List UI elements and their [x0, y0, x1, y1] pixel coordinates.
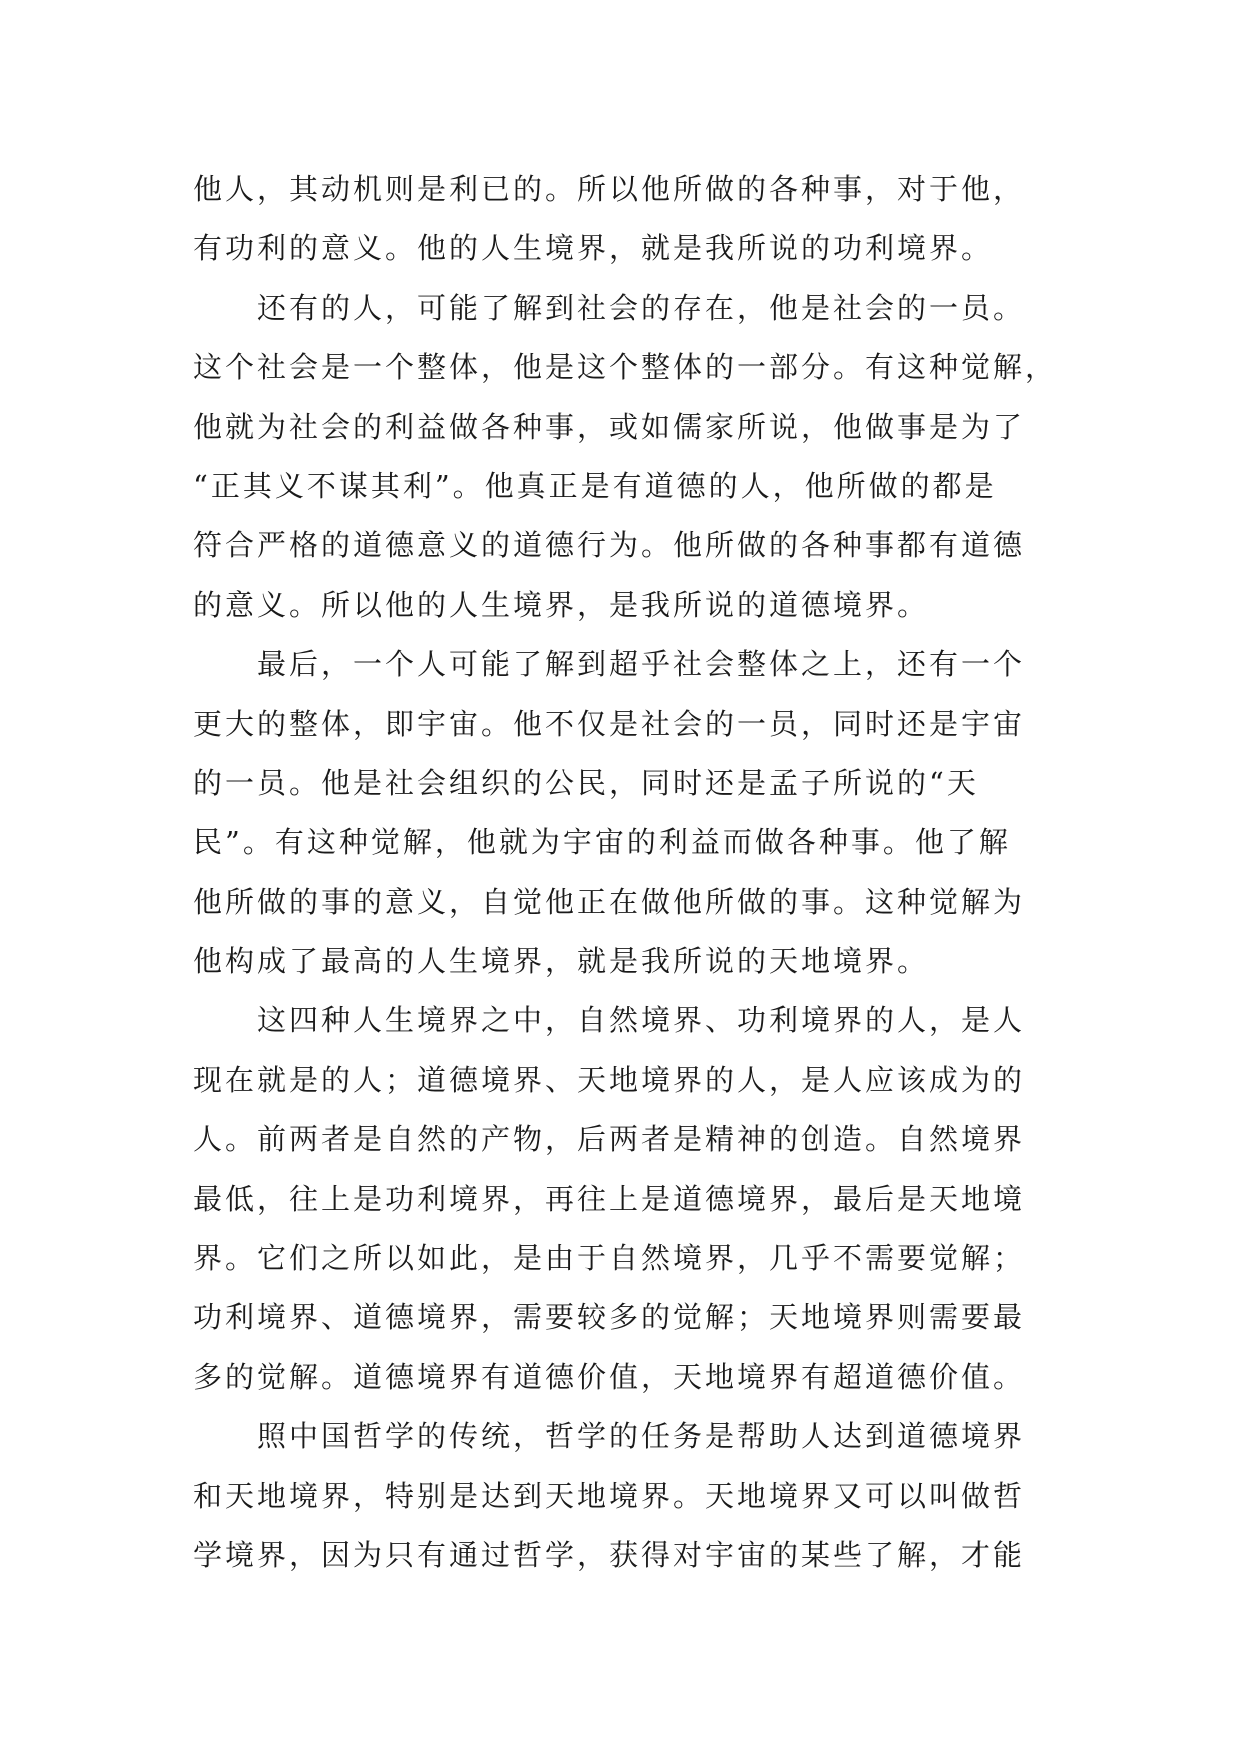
- text-line: “正其义不谋其利”。他真正是有道德的人，他所做的都是: [193, 468, 997, 503]
- text-line: 多的觉解。道德境界有道德价值，天地境界有超道德价值。: [193, 1359, 1026, 1394]
- text-line: 人。前两者是自然的产物，后两者是精神的创造。自然境界: [193, 1122, 1026, 1157]
- text-line: 他就为社会的利益做各种事，或如儒家所说，他做事是为了: [193, 409, 1026, 444]
- text-line: 他所做的事的意义，自觉他正在做他所做的事。这种觉解为: [193, 884, 1026, 919]
- text-line: 符合严格的道德意义的道德行为。他所做的各种事都有道德: [193, 528, 1026, 563]
- text-line: 他人，其动机则是利已的。所以他所做的各种事，对于他，: [193, 172, 1026, 206]
- text-line: 和天地境界，特别是达到天地境界。天地境界又可以叫做哲: [193, 1478, 1026, 1513]
- text-line: 的意义。所以他的人生境界，是我所说的道德境界。: [193, 587, 930, 622]
- paragraph: [193, 1407, 1053, 1585]
- text-line: 这四种人生境界之中，自然境界、功利境界的人，是人: [257, 1003, 1026, 1038]
- paragraph: [193, 991, 1053, 1407]
- text-line: 有功利的意义。他的人生境界，就是我所说的功利境界。: [193, 231, 994, 266]
- paragraph: [193, 279, 1058, 635]
- paragraph: [193, 160, 1053, 279]
- text-line: 的一员。他是社会组织的公民，同时还是孟子所说的“天: [193, 765, 979, 800]
- text-line: 功利境界、道德境界，需要较多的觉解；天地境界则需要最: [193, 1300, 1026, 1335]
- text-line: 最低，往上是功利境界，再往上是道德境界，最后是天地境: [193, 1181, 1026, 1216]
- text-line: 现在就是的人；道德境界、天地境界的人，是人应该成为的: [193, 1062, 1026, 1097]
- text-line: 学境界，因为只有通过哲学，获得对宇宙的某些了解，才能: [193, 1537, 1026, 1572]
- text-line: 界。它们之所以如此，是由于自然境界，几乎不需要觉解；: [193, 1241, 1026, 1276]
- body-text: [193, 160, 1058, 1585]
- text-line: 照中国哲学的传统，哲学的任务是帮助人达到道德境界: [257, 1419, 1026, 1454]
- text-line: 民”。有这种觉解，他就为宇宙的利益而做各种事。他了解: [193, 825, 1011, 860]
- text-line: 还有的人，可能了解到社会的存在，他是社会的一员。: [257, 290, 1026, 325]
- text-line: 这个社会是一个整体，他是这个整体的一部分。有这种觉解，: [193, 350, 1058, 385]
- text-line: 更大的整体，即宇宙。他不仅是社会的一员，同时还是宇宙: [193, 706, 1026, 741]
- paragraph: [193, 635, 1053, 991]
- text-line: 最后，一个人可能了解到超乎社会整体之上，还有一个: [257, 647, 1026, 682]
- text-line: 他构成了最高的人生境界，就是我所说的天地境界。: [193, 944, 930, 979]
